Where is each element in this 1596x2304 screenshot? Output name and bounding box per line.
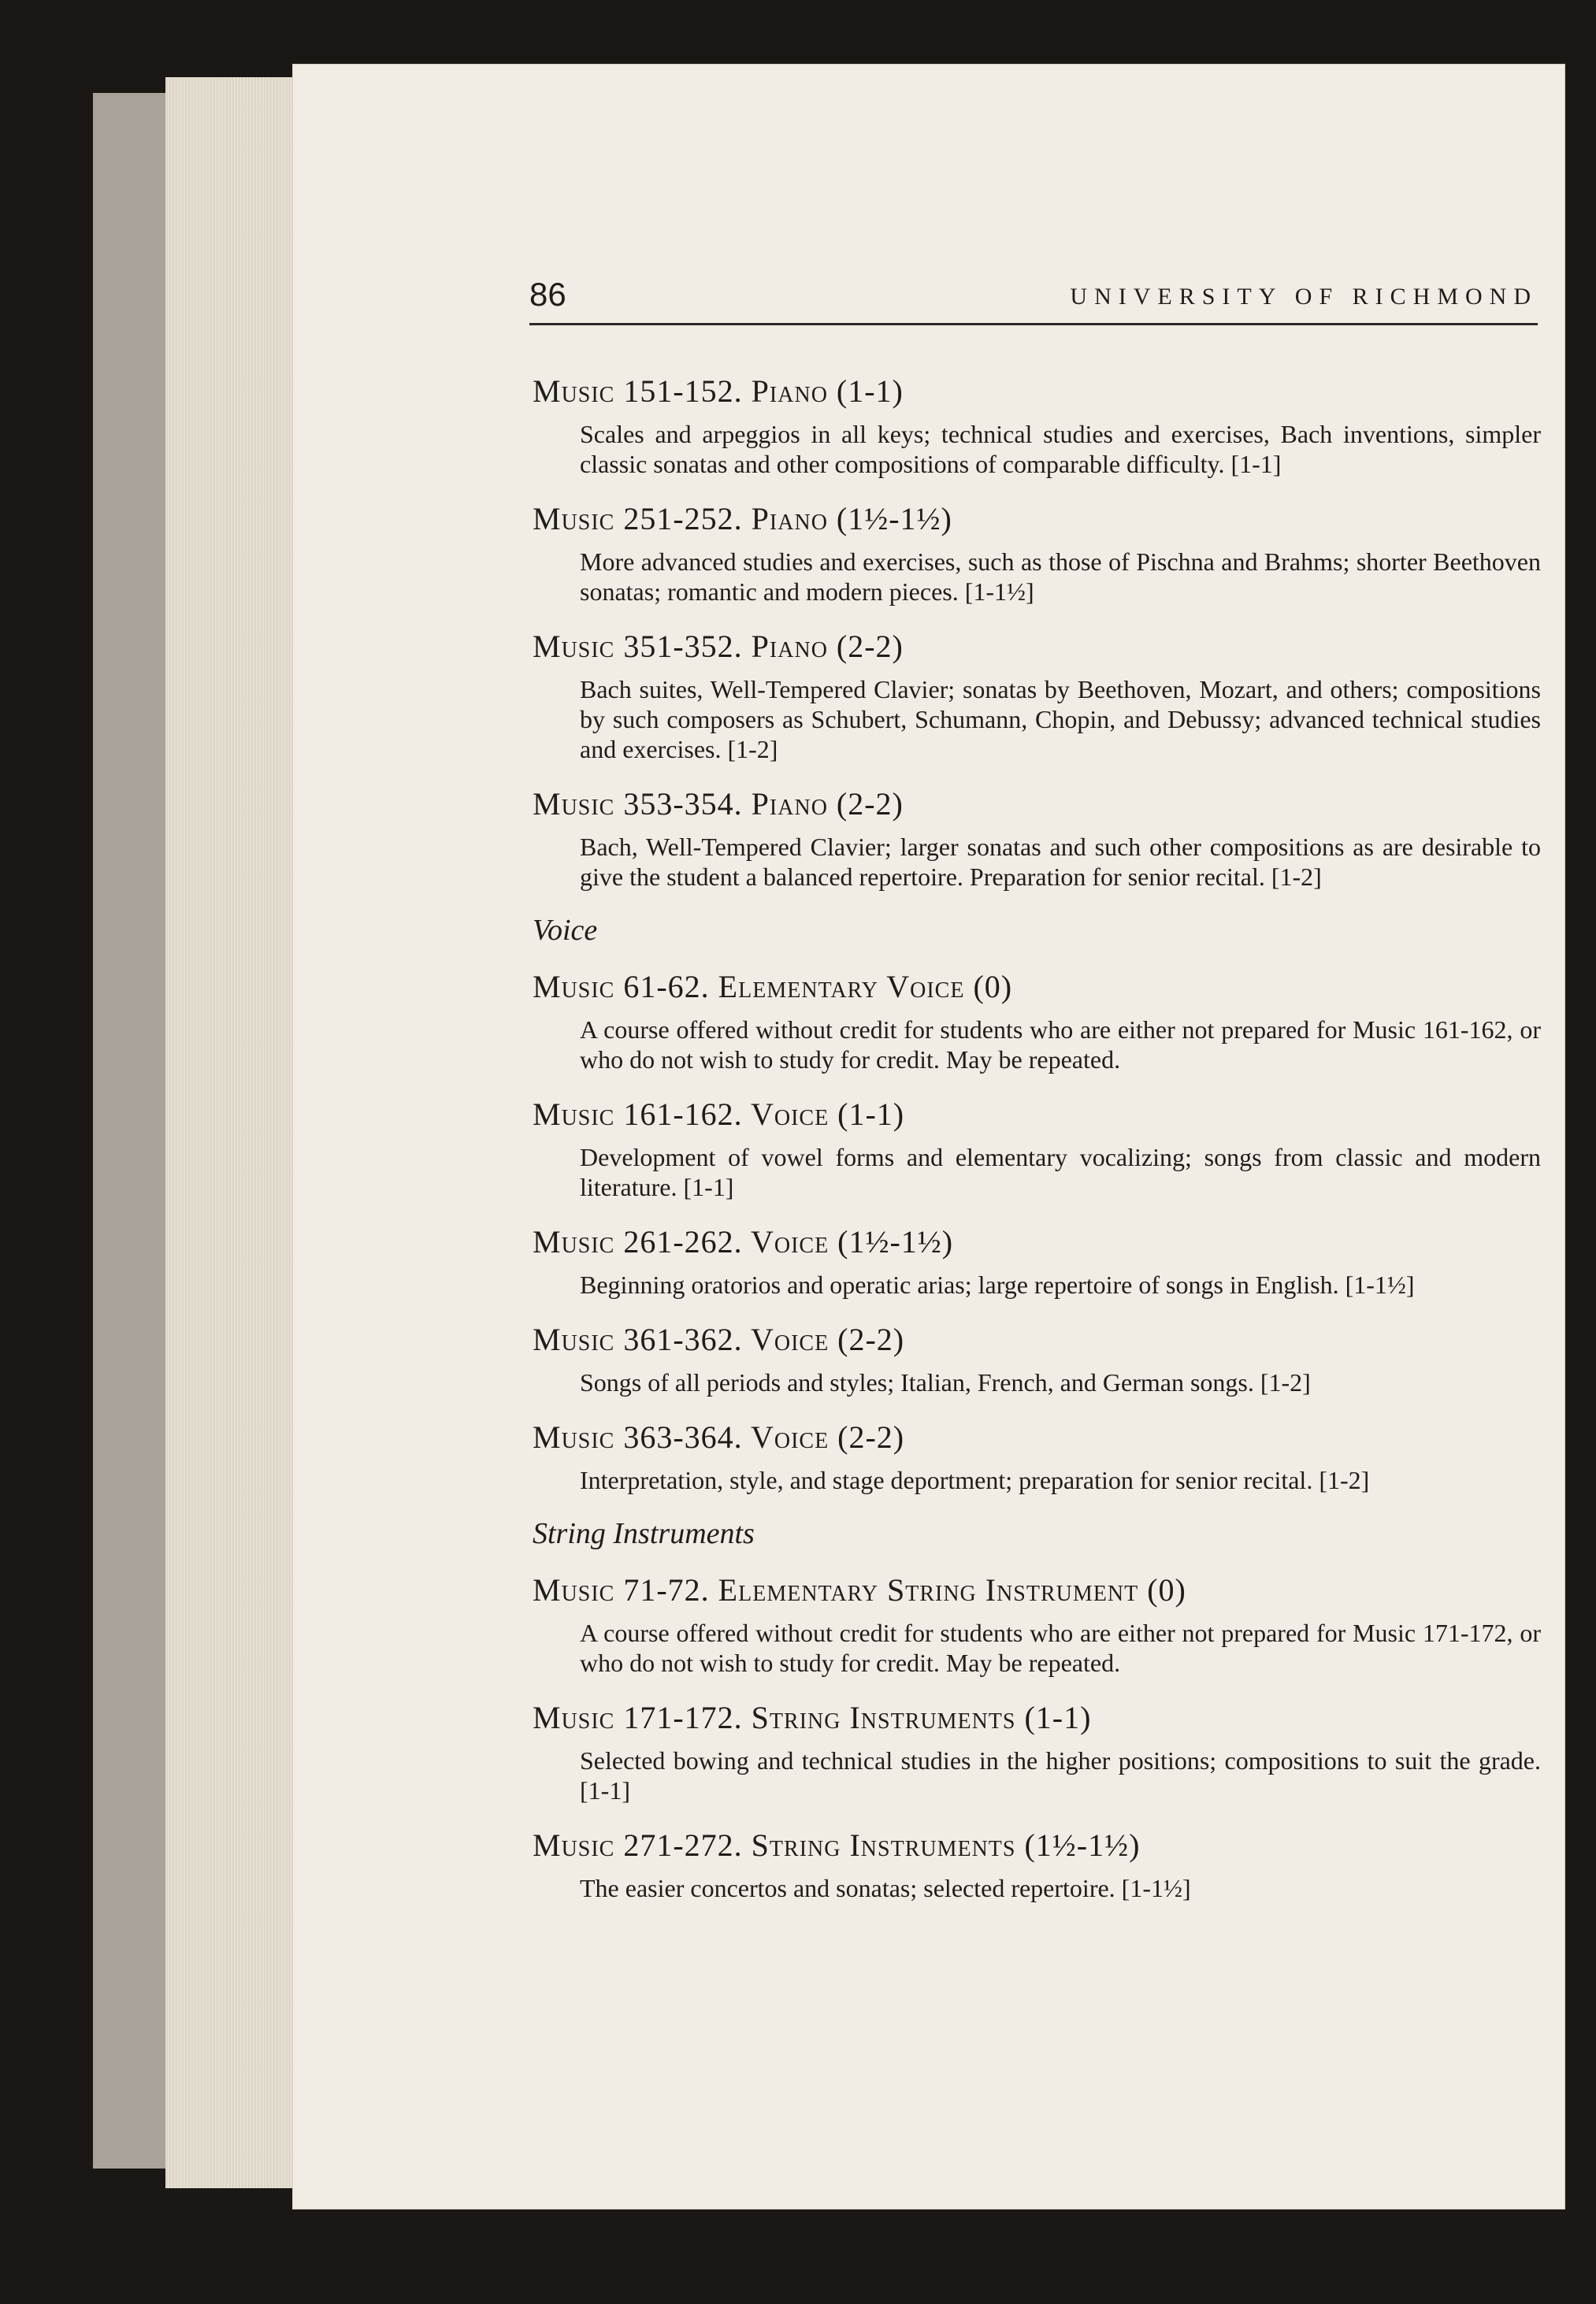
course-description: Development of vowel forms and elementary vocalizing; songs from classic and modern literature. [1-1] [580, 1143, 1541, 1201]
course-entry [533, 1569, 1541, 1678]
course-title: Music 271-272. String Instruments (1½-1½) [533, 1827, 1141, 1863]
course-description: A course offered without credit for students who are either not prepared for Music 161-162, or who do not wish to study for credit. May be repeated. [580, 1015, 1541, 1074]
section-heading: String Instruments [533, 1517, 755, 1550]
course-entry [533, 1093, 1541, 1202]
course-description: Selected bowing and technical studies in the higher positions; compositions to suit the grade. [1-1] [580, 1746, 1541, 1805]
course-title: Music 363-364. Voice (2-2) [533, 1419, 905, 1455]
course-description: Scales and arpeggios in all keys; technical studies and exercises, Bach inventions, simpler classic sonatas and other compositions of comparable difficulty. [1-1] [580, 420, 1541, 478]
course-entry [533, 783, 1541, 892]
page-header [529, 276, 1538, 325]
course-title: Music 353-354. Piano (2-2) [533, 786, 904, 822]
course-entry [533, 1824, 1541, 1903]
course-entry [533, 1221, 1541, 1300]
page-number: 86 [529, 276, 566, 313]
course-entry [533, 966, 1541, 1074]
course-description: The easier concertos and sonatas; selected repertoire. [1-1½] [580, 1874, 1191, 1902]
course-description: Beginning oratorios and operatic arias; large repertoire of songs in English. [1-1½] [580, 1271, 1415, 1299]
course-entry [533, 370, 1541, 479]
course-description: A course offered without credit for students who are either not prepared for Music 171-172, or who do not wish to study for credit. May be repeated. [580, 1619, 1541, 1677]
course-title: Music 261-262. Voice (1½-1½) [533, 1224, 954, 1260]
course-listing [533, 370, 1541, 1922]
course-entry [533, 1697, 1541, 1805]
course-description: Bach suites, Well-Tempered Clavier; sonatas by Beethoven, Mozart, and others; compositions by such composers as Schubert, Schumann, Chopin, and Debussy; advanced technical studies and exercises. [1-2] [580, 675, 1541, 763]
course-title: Music 71-72. Elementary String Instrument (0) [533, 1572, 1186, 1608]
course-description: Bach, Well-Tempered Clavier; larger sonatas and such other compositions as are desirable to give the student a balanced repertoire. Preparation for senior recital. [1-2] [580, 833, 1541, 891]
course-description: Songs of all periods and styles; Italian, French, and German songs. [1-2] [580, 1368, 1311, 1397]
course-title: Music 161-162. Voice (1-1) [533, 1096, 905, 1132]
page-edges [165, 77, 307, 2188]
course-title: Music 151-152. Piano (1-1) [533, 373, 904, 409]
course-entry [533, 625, 1541, 764]
course-description: More advanced studies and exercises, such as those of Pischna and Brahms; shorter Beethoven sonatas; romantic and modern pieces. [1-1½] [580, 547, 1541, 606]
course-title: Music 61-62. Elementary Voice (0) [533, 969, 1013, 1004]
running-head: UNIVERSITY OF RICHMOND [1070, 284, 1538, 310]
course-title: Music 351-352. Piano (2-2) [533, 629, 904, 664]
course-title: Music 361-362. Voice (2-2) [533, 1322, 905, 1357]
course-title: Music 251-252. Piano (1½-1½) [533, 501, 952, 536]
course-entry [533, 498, 1541, 607]
section-heading: Voice [533, 914, 598, 947]
course-entry [533, 1319, 1541, 1397]
course-title: Music 171-172. String Instruments (1-1) [533, 1700, 1092, 1735]
course-entry [533, 1416, 1541, 1495]
course-description: Interpretation, style, and stage deportment; preparation for senior recital. [1-2] [580, 1466, 1370, 1494]
